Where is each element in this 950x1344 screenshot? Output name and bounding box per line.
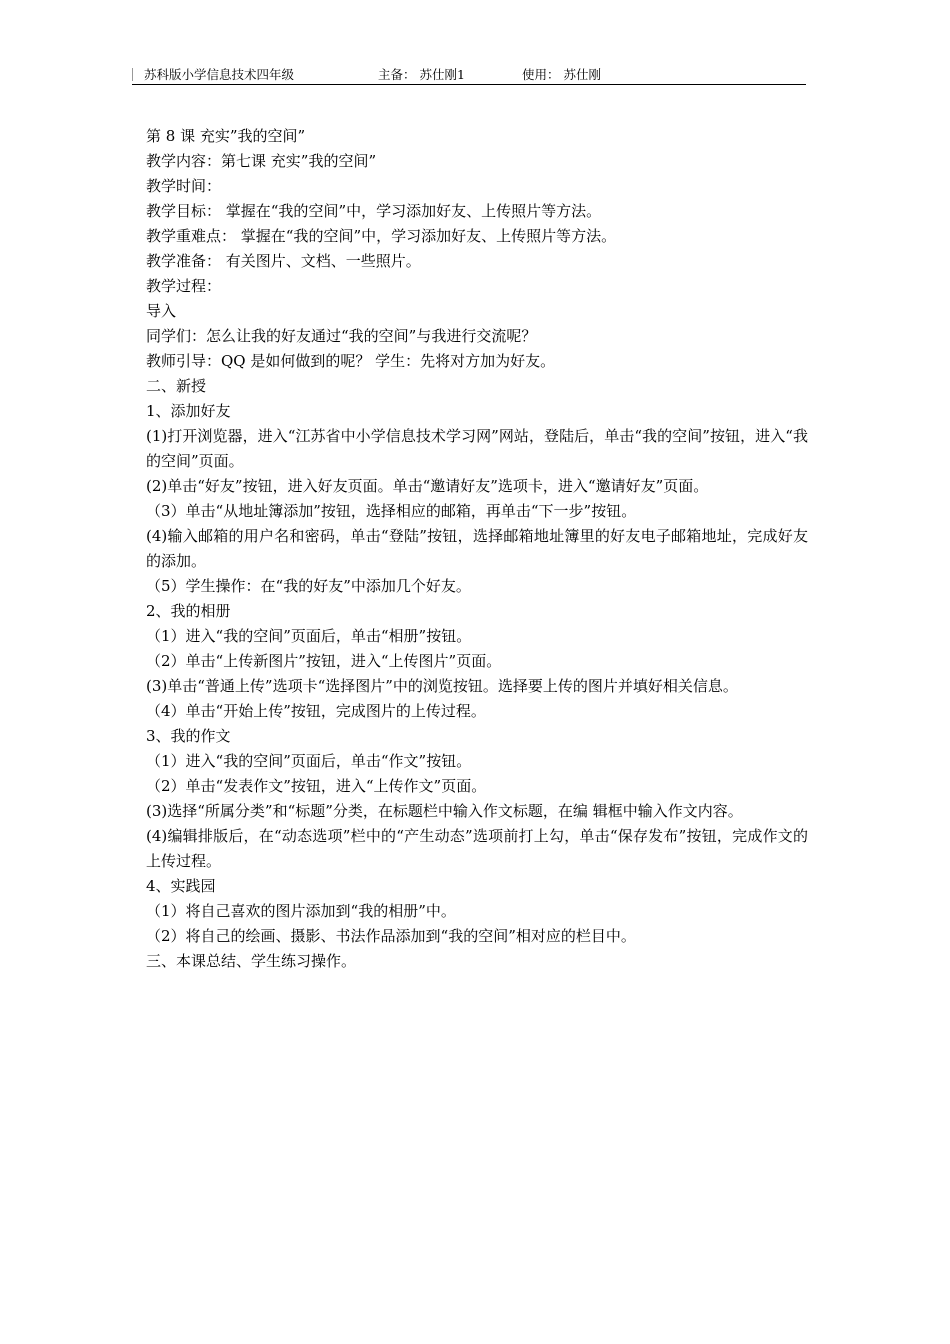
list-item: (4)输入邮箱的用户名和密码，单击“登陆”按钮，选择邮箱地址簿里的好友电子邮箱地址，完成好友的添加。 — [146, 527, 808, 570]
new-lesson-heading: 二、新授 — [146, 377, 207, 395]
teaching-key-points: 教学重难点： 掌握在“我的空间”中，学习添加好友、上传照片等方法。 — [146, 227, 617, 245]
list-item: （2）单击“上传新图片”按钮，进入“上传图片”页面。 — [146, 652, 502, 670]
teaching-preparation: 教学准备： 有关图片、文档、一些照片。 — [146, 252, 421, 270]
section-my-album: 2、我的相册 — [146, 602, 231, 620]
list-item: （4）单击“开始上传”按钮，完成图片的上传过程。 — [146, 702, 486, 720]
list-item: (3)单击“普通上传”选项卡“选择图片”中的浏览按钮。选择要上传的图片并填好相关信息。 — [146, 677, 738, 695]
section-my-essay: 3、我的作文 — [146, 727, 231, 745]
intro-heading: 导入 — [146, 302, 177, 320]
teaching-time: 教学时间： — [146, 177, 222, 195]
section-practice: 4、实践园 — [146, 877, 216, 895]
intro-question: 同学们：怎么让我的好友通过“我的空间”与我进行交流呢？ — [146, 327, 537, 345]
header-margin-mark — [132, 68, 133, 81]
header-course: 苏科版小学信息技术四年级 — [144, 67, 295, 82]
lesson-plan-body — [146, 124, 808, 974]
header-main-prep: 主备： 苏仕刚1 — [378, 67, 465, 82]
teaching-content: 教学内容：第七课 充实”我的空间” — [146, 152, 377, 170]
lesson-title: 第 8 课 充实”我的空间” — [146, 127, 306, 145]
header-user: 使用： 苏仕刚 — [522, 67, 601, 82]
list-item: (2)单击“好友”按钮，进入好友页面。单击“邀请好友”选项卡，进入“邀请好友”页面。 — [146, 477, 709, 495]
list-item: （3）单击“从地址簿添加”按钮，选择相应的邮箱，再单击“下一步”按钮。 — [146, 502, 637, 520]
list-item: (1)打开浏览器，进入“江苏省中小学信息技术学习网”网站，登陆后，单击“我的空间”按钮，进入“我的空间”页面。 — [146, 427, 808, 470]
list-item: （1）进入“我的空间”页面后，单击“作文”按钮。 — [146, 752, 472, 770]
list-item: （2）将自己的绘画、摄影、书法作品添加到“我的空间”相对应的栏目中。 — [146, 927, 636, 945]
list-item: （1）进入“我的空间”页面后，单击“相册”按钮。 — [146, 627, 472, 645]
section-add-friends: 1、添加好友 — [146, 402, 231, 420]
list-item: （2）单击“发表作文”按钮，进入“上传作文”页面。 — [146, 777, 487, 795]
summary-heading: 三、本课总结、学生练习操作。 — [146, 952, 357, 970]
list-item: （5）学生操作：在“我的好友”中添加几个好友。 — [146, 577, 471, 595]
list-item: (3)选择“所属分类”和“标题”分类，在标题栏中输入作文标题，在编 辑框中输入作文内容。 — [146, 802, 743, 820]
page-header — [132, 66, 806, 85]
teacher-guidance: 教师引导：QQ 是如何做到的呢？ 学生：先将对方加为好友。 — [146, 352, 556, 370]
list-item: (4)编辑排版后，在“动态选项”栏中的“产生动态”选项前打上勾，单击“保存发布”按钮，完成作文的上传过程。 — [146, 827, 808, 870]
teaching-process-heading: 教学过程： — [146, 277, 222, 295]
teaching-goal: 教学目标： 掌握在“我的空间”中，学习添加好友、上传照片等方法。 — [146, 202, 602, 220]
list-item: （1）将自己喜欢的图片添加到“我的相册”中。 — [146, 902, 456, 920]
